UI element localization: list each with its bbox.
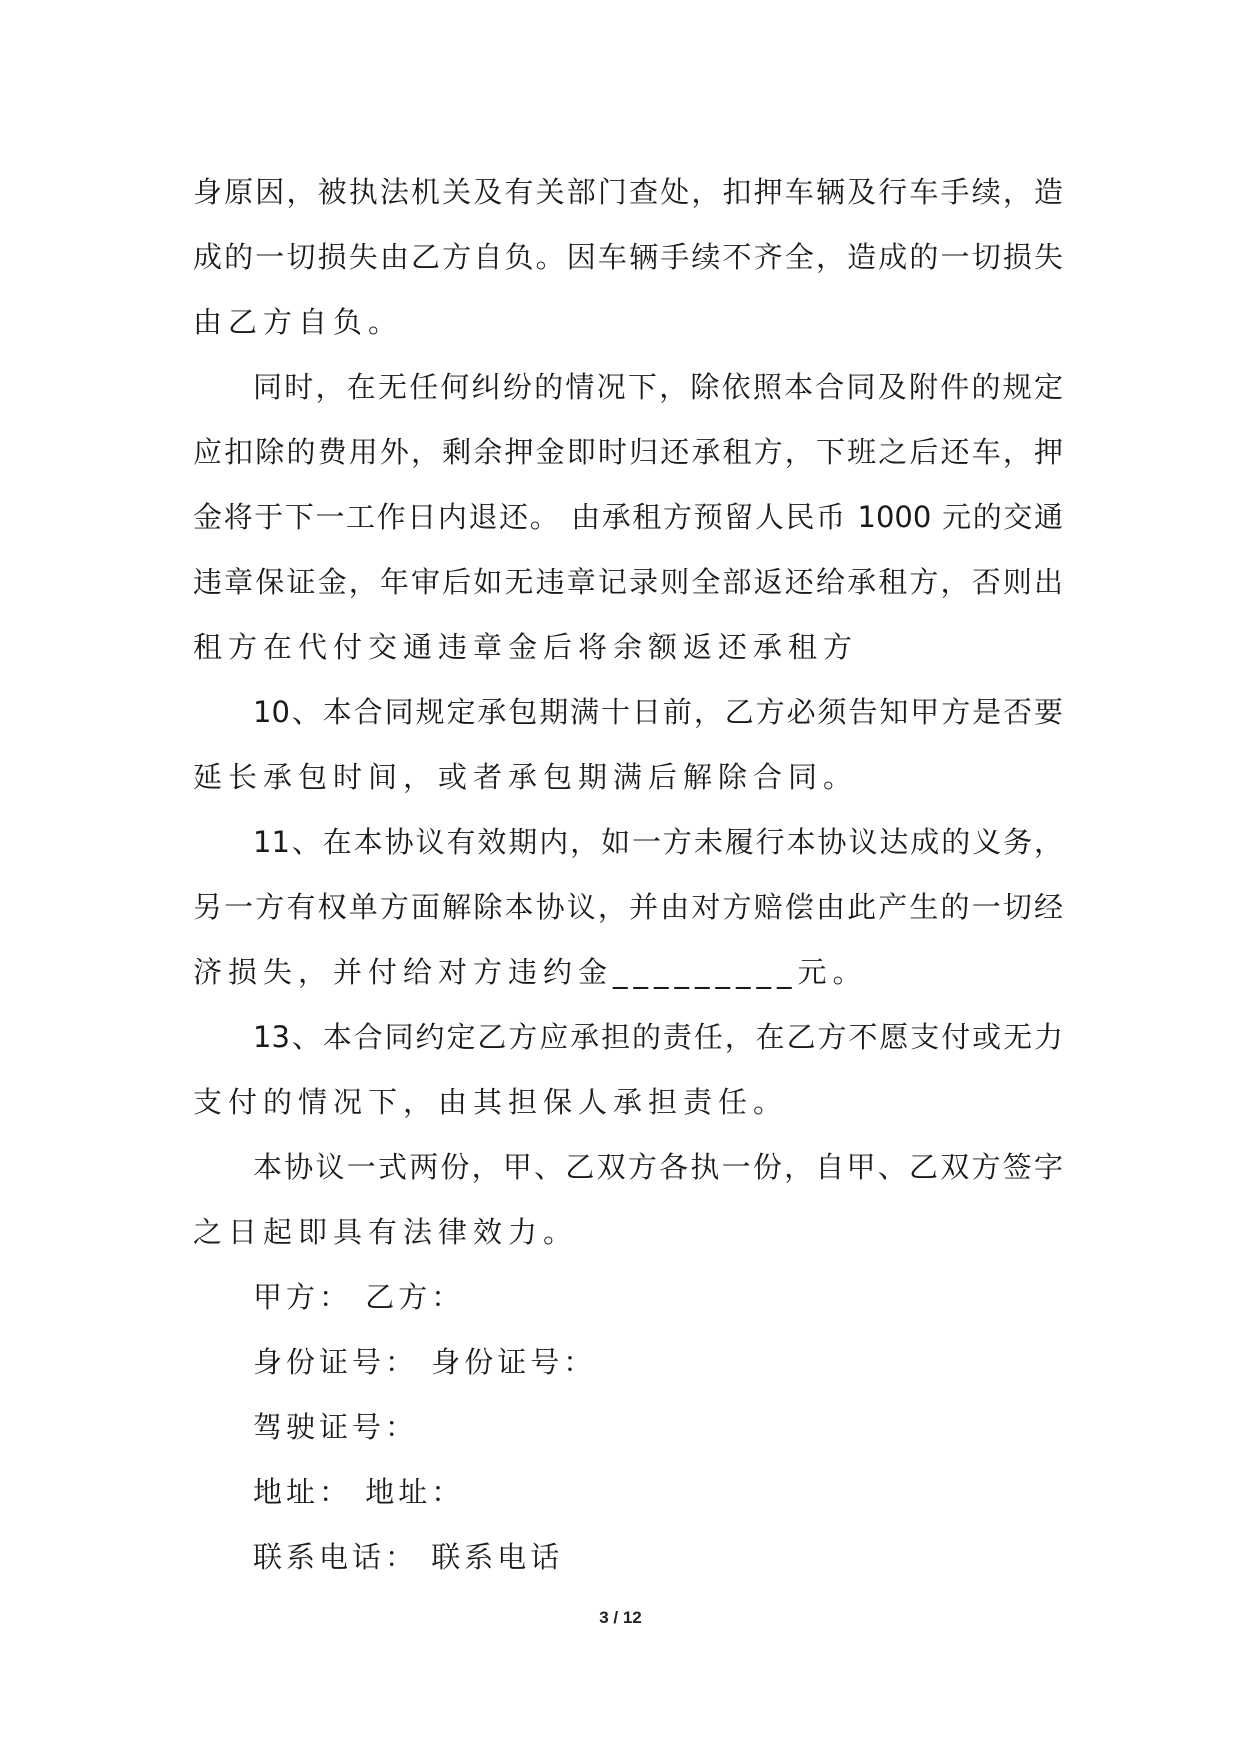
- text-line: 违章保证金，年审后如无违章记录则全部返还给承租方，否则出: [193, 565, 1063, 599]
- text-line: 成的一切损失由乙方自负。因车辆手续不齐全，造成的一切损失: [193, 240, 1063, 274]
- signature-id-line: 身份证号： 身份证号：: [253, 1345, 597, 1379]
- clause-13: [193, 1005, 1063, 1135]
- text-line: 身原因，被执法机关及有关部门查处，扣押车辆及行车手续，造: [193, 175, 1063, 209]
- text-line: 济损失，并付给对方违约金_________元。: [193, 955, 868, 989]
- text-line: 支付的情况下，由其担保人承担责任。: [193, 1085, 789, 1119]
- paragraph-continuation: [193, 160, 1063, 355]
- text-line: 金将于下一工作日内退还。 由承租方预留人民币 1000 元的交通: [193, 500, 1063, 534]
- clause-11: [193, 810, 1063, 1005]
- text-line: 13、本合同约定乙方应承担的责任，在乙方不愿支付或无力: [253, 1020, 1063, 1054]
- text-line: 租方在代付交通违章金后将余额返还承租方: [193, 630, 859, 664]
- clause-10: [193, 680, 1063, 810]
- text-line: 11、在本协议有效期内，如一方未履行本协议达成的义务，: [253, 825, 1063, 859]
- signature-address-line: 地址： 地址：: [253, 1475, 465, 1509]
- signature-party-line: 甲方： 乙方：: [253, 1280, 465, 1314]
- text-line: 同时，在无任何纠纷的情况下，除依照本合同及附件的规定: [253, 370, 1063, 404]
- signature-block: [193, 1265, 1063, 1590]
- paragraph-effectiveness: [193, 1135, 1063, 1265]
- text-line: 之日起即具有法律效力。: [193, 1215, 579, 1249]
- text-line: 由乙方自负。: [193, 305, 404, 339]
- text-line: 延长承包时间，或者承包期满后解除合同。: [193, 760, 859, 794]
- signature-phone-line: 联系电话： 联系电话: [253, 1540, 564, 1574]
- page-number: 3 / 12: [599, 1608, 642, 1627]
- paragraph-deposit-return: [193, 355, 1063, 680]
- text-line: 10、本合同规定承包期满十日前，乙方必须告知甲方是否要: [253, 695, 1063, 729]
- document-body: [193, 160, 1063, 1590]
- text-line: 另一方有权单方面解除本协议，并由对方赔偿由此产生的一切经: [193, 890, 1063, 924]
- text-line: 本协议一式两份，甲、乙双方各执一份，自甲、乙双方签字: [253, 1150, 1063, 1184]
- text-line: 应扣除的费用外，剩余押金即时归还承租方，下班之后还车，押: [193, 435, 1063, 469]
- signature-license-line: 驾驶证号：: [253, 1410, 419, 1444]
